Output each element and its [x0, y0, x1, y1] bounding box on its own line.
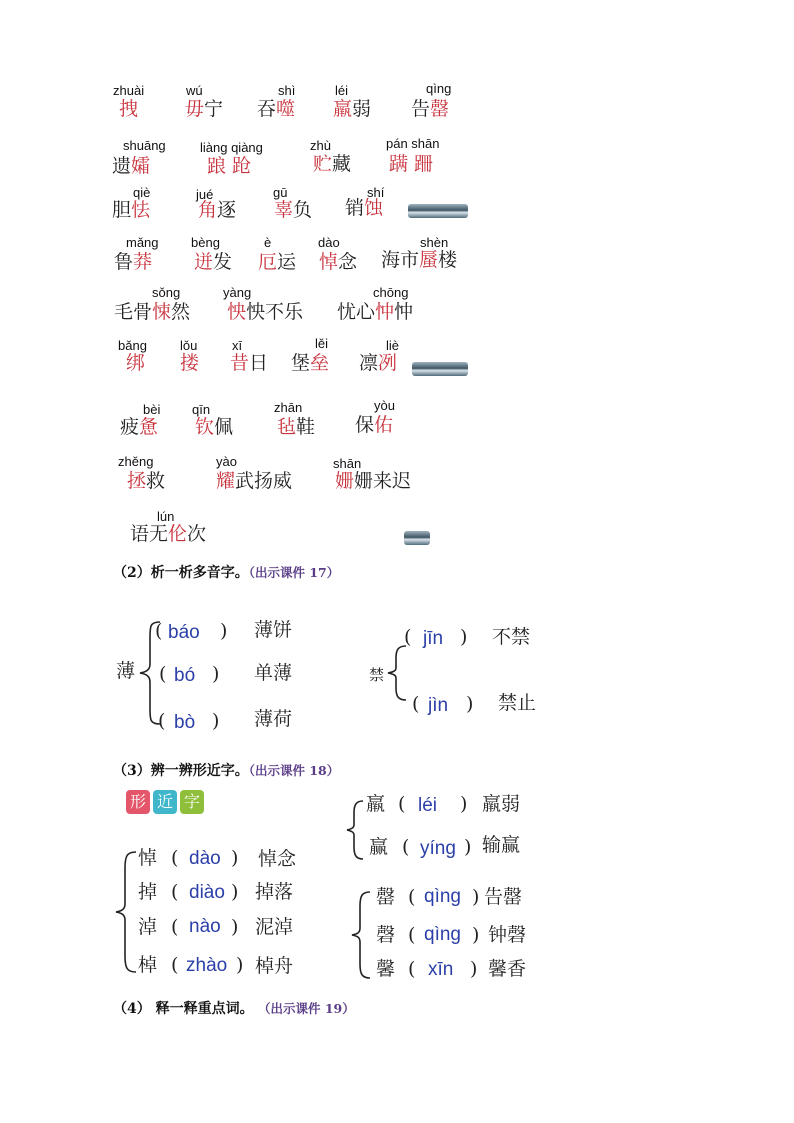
pinyin-label: wú	[186, 83, 203, 98]
vocab-word: 绑	[126, 352, 146, 374]
pinyin-label: qiè	[133, 185, 151, 200]
vocab-word: 怏怏不乐	[227, 301, 304, 323]
pinyin-label: shì	[278, 83, 296, 98]
pinyin-label: liàng qiàng	[200, 140, 263, 155]
pinyin-label: pán shān	[386, 136, 440, 151]
paren-open: (	[408, 958, 416, 980]
vocab-word: 鲁莽	[114, 251, 153, 273]
similar-char: 淖	[138, 916, 158, 938]
decorative-image	[408, 204, 468, 218]
example-word: 悼念	[258, 848, 297, 870]
similar-char: 罄	[376, 886, 396, 908]
vocab-word: 钦佩	[195, 416, 234, 438]
brace-icon	[345, 797, 365, 863]
similar-badge	[126, 790, 207, 814]
paren-close: )	[466, 693, 474, 715]
paren-open: (	[412, 693, 420, 715]
pinyin-label: è	[264, 235, 272, 250]
example-word: 羸弱	[482, 793, 521, 815]
vocab-word: 语无伦次	[130, 523, 207, 545]
pinyin-label: mǎng	[126, 235, 159, 250]
vocab-word: 凛冽	[359, 352, 398, 374]
pinyin-label: zhān	[274, 400, 303, 415]
pinyin-label: liè	[386, 338, 400, 353]
vocab-word: 角逐	[198, 199, 237, 221]
vocab-word: 耀武扬威	[216, 470, 293, 492]
pinyin-label: bǎng	[118, 338, 147, 353]
vocab-word: 告罄	[411, 98, 450, 120]
vocab-word: 堡垒	[291, 352, 330, 374]
paren-open: (	[171, 881, 179, 903]
example-word: 泥淖	[255, 916, 294, 938]
paren-open: (	[155, 620, 163, 642]
vocab-word: 踉 跄	[207, 155, 252, 177]
pinyin-label: léi	[335, 83, 349, 98]
vocab-word: 姗姗来迟	[335, 470, 412, 492]
paren-open: (	[171, 954, 179, 976]
vocab-word: 毡鞋	[277, 416, 316, 438]
pinyin-answer: báo	[168, 622, 200, 643]
vocab-word: 毛骨悚然	[114, 301, 191, 323]
badge-char: 形	[126, 790, 150, 814]
example-word: 掉落	[255, 881, 294, 903]
similar-char: 馨	[376, 958, 396, 980]
vocab-word: 保佑	[355, 414, 394, 436]
section-heading-similar: （3）辨一辨形近字。（出示课件 18）	[113, 763, 340, 779]
example-word: 棹舟	[255, 955, 294, 977]
paren-close: )	[460, 626, 468, 648]
brace-icon	[350, 888, 372, 982]
brace-icon	[114, 848, 138, 976]
paren-close: )	[231, 916, 239, 938]
vocab-word: 胆怯	[112, 199, 151, 221]
similar-char: 悼	[138, 847, 158, 869]
pinyin-label: yàng	[223, 285, 252, 300]
vocab-word: 海市蜃楼	[381, 249, 458, 271]
vocab-word: 拽	[119, 98, 139, 120]
vocab-word: 搂	[180, 352, 200, 374]
paren-close: )	[470, 958, 478, 980]
paren-close: )	[212, 710, 220, 732]
paren-open: (	[158, 710, 166, 732]
paren-open: (	[402, 836, 410, 858]
pinyin-label: shèn	[420, 235, 449, 250]
pinyin-label: yòu	[374, 398, 395, 413]
pinyin-label: zhěng	[118, 454, 154, 469]
example-word: 钟磬	[488, 924, 527, 946]
brace-icon	[386, 642, 408, 704]
pinyin-label: shí	[367, 185, 385, 200]
paren-close: )	[212, 663, 220, 685]
example-word: 薄荷	[254, 708, 293, 730]
pinyin-answer: jìn	[428, 695, 449, 716]
similar-char: 棹	[138, 954, 158, 976]
pinyin-label: bèng	[191, 235, 220, 250]
vocab-word: 悼念	[319, 251, 358, 273]
vocab-word: 拯救	[127, 470, 166, 492]
pinyin-label: lǒu	[180, 338, 198, 353]
paren-open: (	[171, 847, 179, 869]
paren-close: )	[460, 793, 468, 815]
vocab-word: 遗孀	[112, 155, 151, 177]
pinyin-answer: bó	[174, 665, 196, 686]
paren-close: )	[231, 847, 239, 869]
polyphone-char: 禁	[369, 666, 385, 684]
pinyin-answer: bò	[174, 712, 196, 733]
pinyin-label: xī	[232, 338, 243, 353]
pinyin-answer: diào	[189, 882, 225, 903]
paren-close: )	[231, 881, 239, 903]
polyphone-char: 薄	[116, 660, 136, 682]
example-word: 馨香	[488, 958, 527, 980]
pinyin-label: shān	[333, 456, 362, 471]
pinyin-label: zhuài	[113, 83, 145, 98]
pinyin-label: zhù	[310, 138, 331, 153]
pinyin-label: qīn	[192, 402, 211, 417]
vocab-word: 贮藏	[313, 153, 352, 175]
similar-char: 掉	[138, 881, 158, 903]
vocab-word: 吞噬	[257, 98, 296, 120]
pinyin-answer: léi	[418, 795, 438, 816]
pinyin-label: bèi	[143, 402, 161, 417]
vocab-word: 销蚀	[345, 197, 384, 219]
vocab-word: 蹒 跚	[389, 153, 434, 175]
paren-open: (	[408, 924, 416, 946]
paren-close: )	[220, 620, 228, 642]
pinyin-label: chōng	[373, 285, 409, 300]
pinyin-label: jué	[196, 187, 214, 202]
pinyin-label: dào	[318, 235, 340, 250]
example-word: 禁止	[498, 692, 537, 714]
pinyin-answer: yíng	[420, 838, 456, 859]
paren-open: (	[171, 916, 179, 938]
paren-open: (	[408, 886, 416, 908]
pinyin-label: sǒng	[152, 285, 181, 300]
pinyin-label: gū	[273, 185, 288, 200]
vocab-word: 疲惫	[120, 416, 159, 438]
badge-char: 近	[153, 790, 177, 814]
vocab-word: 迸发	[194, 251, 233, 273]
pinyin-label: qìng	[426, 81, 452, 96]
paren-open: (	[404, 626, 412, 648]
section-heading-keywords: （4） 释一释重点词。 （出示课件 19）	[113, 1001, 355, 1017]
decorative-image	[404, 531, 430, 545]
similar-char: 羸	[366, 793, 386, 815]
vocab-word: 昔日	[230, 352, 269, 374]
vocab-word: 羸弱	[333, 98, 372, 120]
pinyin-answer: qìng	[424, 886, 461, 907]
paren-close: )	[472, 924, 480, 946]
paren-close: )	[464, 836, 472, 858]
similar-char: 赢	[369, 836, 389, 858]
vocab-word: 辜负	[274, 199, 313, 221]
example-word: 薄饼	[254, 619, 293, 641]
vocab-word: 毋宁	[185, 98, 224, 120]
example-word: 输赢	[482, 834, 521, 856]
vocab-word: 忧心忡忡	[337, 301, 414, 323]
pinyin-answer: jīn	[423, 628, 444, 649]
pinyin-answer: qìng	[424, 924, 461, 945]
decorative-image	[412, 362, 468, 376]
pinyin-answer: dào	[189, 848, 221, 869]
pinyin-label: shuāng	[123, 138, 166, 153]
paren-close: )	[236, 954, 244, 976]
pinyin-answer: xīn	[428, 959, 454, 980]
pinyin-label: yào	[216, 454, 237, 469]
section-heading-polyphone: （2）析一析多音字。（出示课件 17）	[113, 565, 340, 581]
similar-char: 磬	[376, 924, 396, 946]
pinyin-answer: zhào	[186, 955, 228, 976]
example-word: 告罄	[484, 886, 523, 908]
paren-open: (	[398, 793, 406, 815]
pinyin-label: lěi	[315, 336, 329, 351]
badge-char: 字	[180, 790, 204, 814]
example-word: 不禁	[492, 626, 531, 648]
paren-close: )	[472, 886, 480, 908]
vocab-word: 厄运	[258, 251, 297, 273]
paren-open: (	[159, 663, 167, 685]
pinyin-label: lún	[157, 509, 175, 524]
example-word: 单薄	[254, 662, 293, 684]
pinyin-answer: nào	[189, 916, 221, 937]
